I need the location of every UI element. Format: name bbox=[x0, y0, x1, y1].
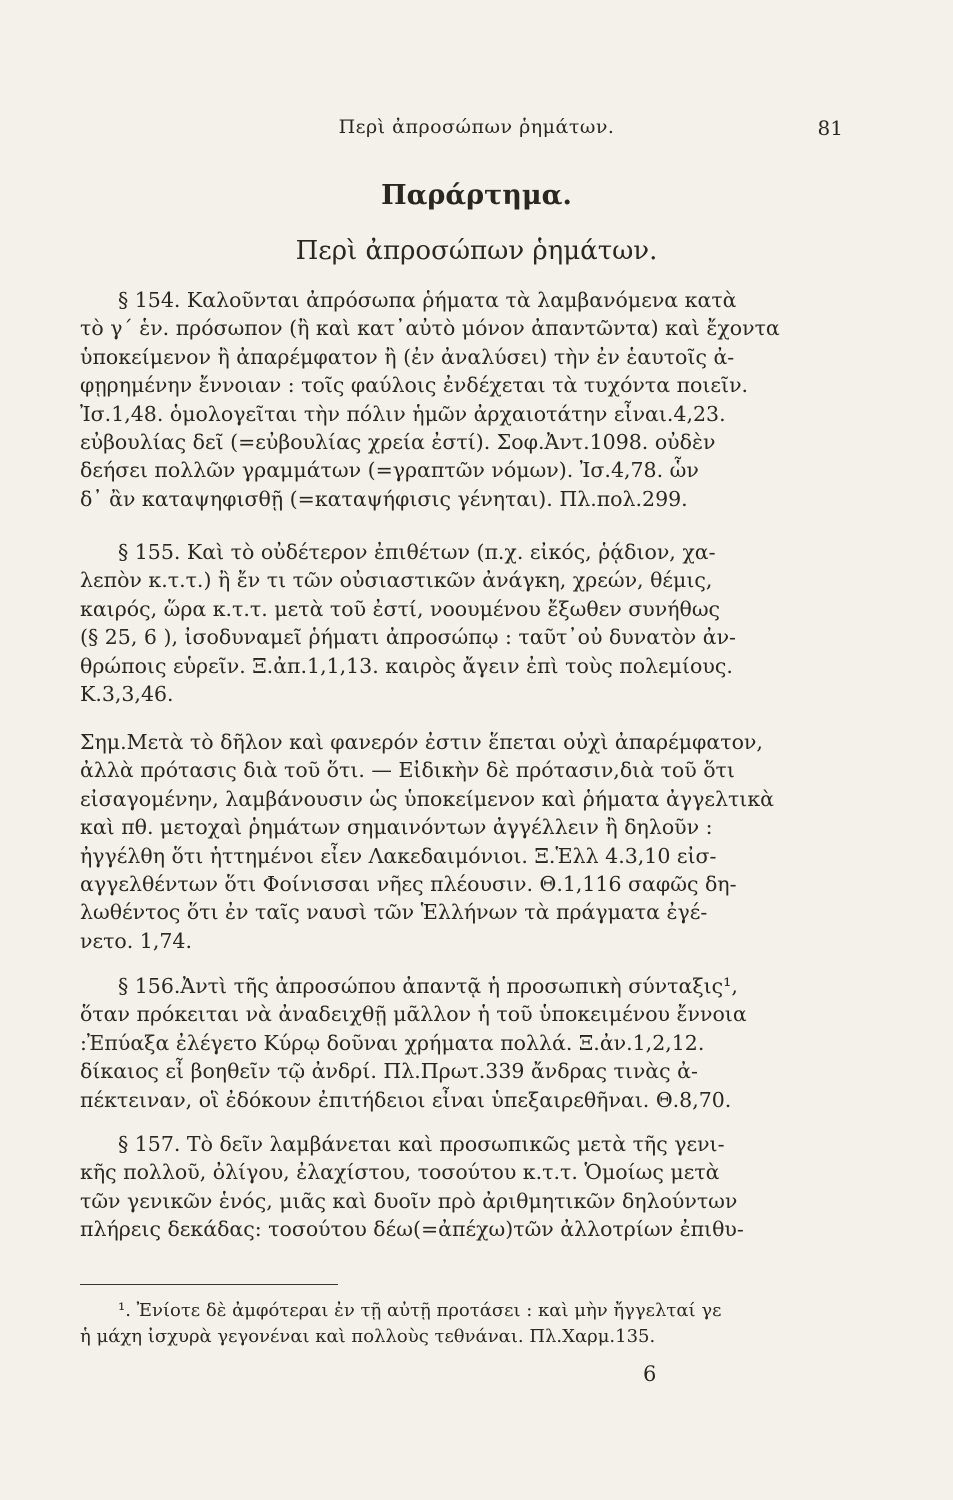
text-line: § 154. Καλοῦνται ἀπρόσωπα ῥήματα τὰ λαμβανόμενα κατὰ bbox=[118, 288, 737, 312]
page-number: 81 bbox=[817, 116, 843, 140]
text-line: Σημ.Μετὰ τὸ δῆλον καὶ φανερόν ἐστιν ἕπεται οὐχὶ ἀπαρέμφατον, bbox=[80, 730, 763, 754]
text-line: εἰσαγομένην, λαμβάνουσιν ὡς ὑποκείμενον καὶ ῥήματα ἀγγελτικὰ bbox=[80, 786, 774, 811]
signature-mark: 6 bbox=[643, 1362, 657, 1386]
text-line: δεήσει πολλῶν γραμμάτων (=γραπτῶν νόμων). Ἰσ.4,78. ὧν bbox=[80, 458, 699, 483]
footnote-line: ἡ μάχη ἰσχυρὰ γεγονέναι καὶ πολλοὺς τεθνάναι. Πλ.Χαρμ.135. bbox=[80, 1326, 656, 1347]
text-line: καὶ πθ. μετοχαὶ ῥημάτων σημαινόντων ἀγγέλλειν ἢ δηλοῦν : bbox=[80, 815, 713, 840]
text-line: δ᾽ ἂν καταψηφισθῇ (=καταψήφισις γένηται). Πλ.πολ.299. bbox=[80, 486, 688, 511]
text-line: ὑποκείμενον ἢ ἀπαρέμφατον ἢ (ἐν ἀναλύσει) τὴν ἐν ἑαυτοῖς ἀ- bbox=[80, 344, 735, 369]
text-line: τὸ γ΄ ἑν. πρόσωπον (ἢ καὶ κατ᾽αὐτὸ μόνον ἀπαντῶντα) καὶ ἔχοντα bbox=[80, 316, 780, 341]
text-line: τῶν γενικῶν ἑνός, μιᾶς καὶ δυοῖν πρὸ ἀριθμητικῶν δηλούντων bbox=[80, 1188, 738, 1213]
text-line: Κ.3,3,46. bbox=[80, 682, 174, 707]
text-line: νετο. 1,74. bbox=[80, 928, 192, 953]
text-line: § 155. Καὶ τὸ οὐδέτερον ἐπιθέτων (π.χ. εἰκός, ῥᾴδιον, χα- bbox=[118, 540, 716, 564]
text-line: λεπὸν κ.τ.τ.) ἢ ἔν τι τῶν οὐσιαστικῶν ἀνάγκη, χρεών, θέμις, bbox=[80, 568, 713, 593]
section-154 bbox=[80, 286, 860, 513]
section-156 bbox=[80, 972, 860, 1114]
footnote-rule bbox=[80, 1284, 338, 1285]
text-line: πέκτειναν, οἳ ἐδόκουν ἐπιτήδειοι εἶναι ὑπεξαιρεθῆναι. Θ.8,70. bbox=[80, 1087, 732, 1112]
text-line: κῆς πολλοῦ, ὀλίγου, ἐλαχίστου, τοσούτου κ.τ.τ. Ὁμοίως μετὰ bbox=[80, 1160, 720, 1185]
text-line: ὅταν πρόκειται νὰ ἀναδειχθῇ μᾶλλον ἡ τοῦ ὑποκειμένου ἔννοια bbox=[80, 1002, 747, 1027]
text-line: :Ἐπύαξα ἐλέγετο Κύρῳ δοῦναι χρήματα πολλά. Ξ.ἀν.1,2,12. bbox=[80, 1030, 705, 1055]
text-line: εὐβουλίας δεῖ (=εὐβουλίας χρεία ἐστί). Σοφ.Ἀντ.1098. οὐδὲν bbox=[80, 430, 716, 455]
running-header: Περὶ ἀπροσώπων ῥημάτων. bbox=[338, 116, 615, 138]
footnote bbox=[80, 1298, 860, 1350]
text-line: Ἰσ.1,48. ὁμολογεῖται τὴν πόλιν ἡμῶν ἀρχαιοτάτην εἶναι.4,23. bbox=[80, 401, 726, 426]
text-line: § 157. Τὸ δεῖν λαμβάνεται καὶ προσωπικῶς μετὰ τῆς γενι- bbox=[118, 1132, 725, 1156]
text-line: καιρός, ὥρα κ.τ.τ. μετὰ τοῦ ἐστί, νοουμένου ἔξωθεν συνήθως bbox=[80, 596, 721, 621]
appendix-title: Παράρτημα. bbox=[381, 180, 572, 211]
text-line: (§ 25, 6 ), ἰσοδυναμεῖ ῥήματι ἀπροσώπῳ : ταῦτ᾽οὐ δυνατὸν ἀν- bbox=[80, 625, 736, 650]
text-line: δίκαιος εἶ βοηθεῖν τῷ ἀνδρί. Πλ.Πρωτ.339 ἄνδρας τινὰς ἀ- bbox=[80, 1059, 698, 1084]
appendix-subtitle: Περὶ ἀπροσώπων ῥημάτων. bbox=[295, 236, 658, 266]
section-157 bbox=[80, 1130, 860, 1244]
text-line: πλήρεις δεκάδας: τοσούτου δέω(=ἀπέχω)τῶν ἀλλοτρίων ἐπιθυ- bbox=[80, 1217, 744, 1242]
footnote-line: ¹. Ἐνίοτε δὲ ἀμφότεραι ἐν τῇ αὐτῇ προτάσει : καὶ μὴν ἤγγελταί γε bbox=[118, 1300, 722, 1321]
section-155 bbox=[80, 538, 860, 708]
text-line: § 156.Ἀντὶ τῆς ἀπροσώπου ἀπαντᾷ ἡ προσωπικὴ σύνταξις¹, bbox=[118, 974, 738, 998]
note-section bbox=[80, 728, 860, 955]
text-line: ἠγγέλθη ὅτι ἡττημένοι εἶεν Λακεδαιμόνιοι. Ξ.Ἑλλ 4.3,10 εἰσ- bbox=[80, 843, 717, 868]
text-line: λωθέντος ὅτι ἐν ταῖς ναυσὶ τῶν Ἑλλήνων τὰ πράγματα ἐγέ- bbox=[80, 900, 708, 925]
text-line: αγγελθέντων ὅτι Φοίνισσαι νῆες πλέουσιν. Θ.1,116 σαφῶς δη- bbox=[80, 872, 737, 897]
text-line: θρώποις εὑρεῖν. Ξ.ἀπ.1,1,13. καιρὸς ἄγειν ἐπὶ τοὺς πολεμίους. bbox=[80, 653, 733, 678]
text-line: ἀλλὰ πρότασις διὰ τοῦ ὅτι. — Εἰδικὴν δὲ πρότασιν,διὰ τοῦ ὅτι bbox=[80, 758, 735, 783]
text-line: φῃρημένην ἔννοιαν : τοῖς φαύλοις ἐνδέχεται τὰ τυχόντα ποιεῖν. bbox=[80, 373, 749, 398]
